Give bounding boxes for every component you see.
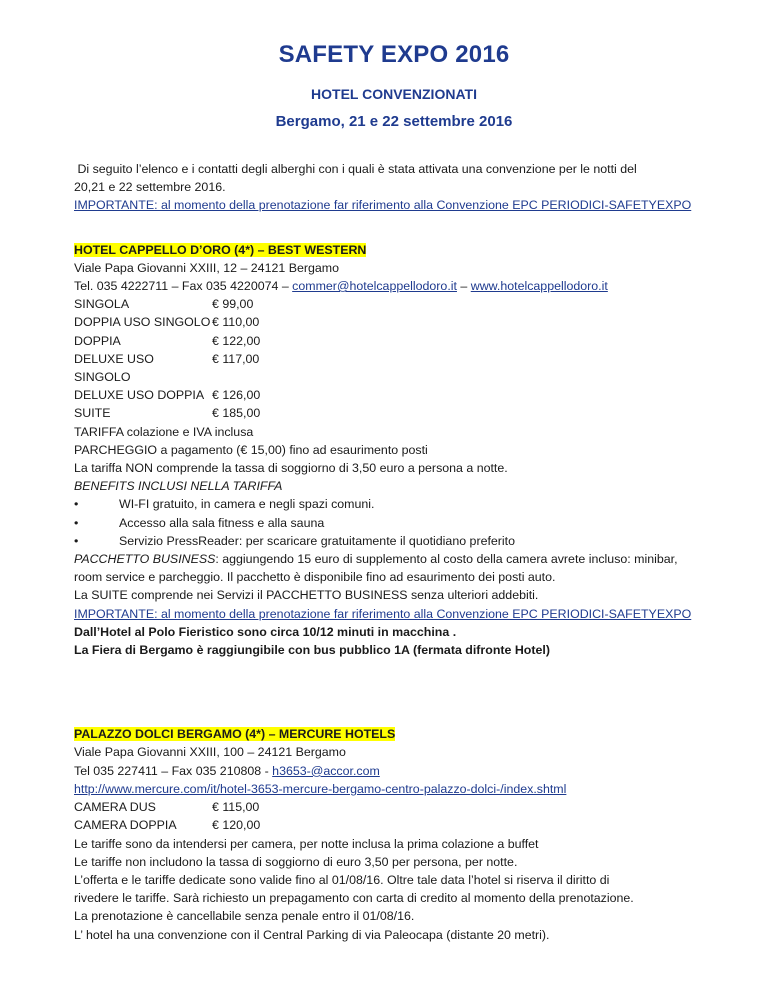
hotel2-note-5: L’ hotel ha una convenzione con il Central Parking di via Paleocapa (distante 20 metri). — [74, 927, 550, 942]
document-title: SAFETY EXPO 2016 — [278, 41, 510, 68]
intro-important-note: IMPORTANTE: al momento della prenotazione far riferimento alla Convenzione EPC PERIODICI-SAFETYEXPO — [74, 198, 692, 213]
hotel1-distance-note: Dall’Hotel al Polo Fieristico sono circa 10/12 minuti in macchina . — [74, 624, 457, 639]
intro-line-1: Di seguito l’elenco e i contatti degli alberghi con i quali è stata attivata una convenzione per le notti del — [77, 162, 637, 176]
price-row: DELUXE USO SINGOLO € 117,00 — [74, 351, 260, 385]
hotel1-parking-note: PARCHEGGIO a pagamento (€ 15,00) fino ad esaurimento posti — [74, 442, 428, 457]
hotel2-price-list — [74, 798, 714, 834]
hotel2-website — [74, 780, 714, 798]
hotel1-price-list — [74, 295, 714, 422]
price-row: SUITE € 185,00 — [74, 406, 261, 421]
hotel1-benefits-title: BENEFITS INCLUSI NELLA TARIFFA — [74, 479, 283, 494]
list-item: • Servizio PressReader: per scaricare gratuitamente il quotidiano preferito — [74, 532, 714, 550]
price-row: DOPPIA USO SINGOLO € 110,00 — [74, 315, 260, 330]
price-row: CAMERA DUS € 115,00 — [74, 800, 260, 815]
price-row: DOPPIA € 122,00 — [74, 333, 261, 348]
list-item: • Accesso alla sala fitness e alla sauna — [74, 514, 714, 532]
list-item: • WI-FI gratuito, in camera e negli spazi comuni. — [74, 495, 714, 513]
hotel2-contacts: Tel 035 227411 – Fax 035 210808 - h3653-@accor.com — [74, 763, 380, 778]
hotel1-contacts: Tel. 035 4222711 – Fax 035 4220074 – commer@hotelcappellodoro.it – www.hotelcappellodoro.it — [74, 279, 608, 294]
hotel1-email-link[interactable]: commer@hotelcappellodoro.it — [292, 279, 457, 294]
hotel1-tariff-note: TARIFFA colazione e IVA inclusa — [74, 424, 254, 439]
hotel2-note-2: Le tariffe non includono la tassa di soggiorno di euro 3,50 per persona, per notte. — [74, 854, 518, 869]
intro-line-2: 20,21 e 22 settembre 2016. — [74, 180, 226, 195]
price-row: DELUXE USO DOPPIA € 126,00 — [74, 388, 261, 403]
hotel1-name: HOTEL CAPPELLO D’ORO (4*) – BEST WESTERN — [74, 242, 367, 257]
hotel1-business-package: PACCHETTO BUSINESS: aggiungendo 15 euro di supplemento al costo della camera avrete incluso: minibar, — [74, 552, 678, 567]
hotel1-suite-note: La SUITE comprende nei Servizi il PACCHETTO BUSINESS senza ulteriori addebiti. — [74, 588, 539, 603]
hotel2-note-3-cont: rivedere le tariffe. Sarà richiesto un prepagamento con carta di credito al momento della prenotazione. — [74, 891, 634, 906]
document-page — [74, 40, 714, 944]
hotel1-bus-note: La Fiera di Bergamo è raggiungibile con bus pubblico 1A (fermata difronte Hotel) — [74, 643, 550, 658]
hotel1-business-package-cont: room service e parcheggio. Il pacchetto è disponibile fino ad esaurimento dei posti auto. — [74, 570, 556, 585]
hotel2-note-3: L’offerta e le tariffe dedicate sono valide fino al 01/08/16. Oltre tale data l’hotel si riserva il diritto di — [74, 872, 610, 887]
event-dates: Bergamo, 21 e 22 settembre 2016 — [275, 113, 513, 130]
price-row: CAMERA DOPPIA € 120,00 — [74, 818, 261, 833]
hotel2-note-4: La prenotazione è cancellabile senza penale entro il 01/08/16. — [74, 909, 415, 924]
hotel2-email-link[interactable]: h3653-@accor.com — [272, 763, 380, 778]
bullet-icon: • — [74, 515, 79, 530]
bullet-icon: • — [74, 497, 79, 512]
hotel2-note-1: Le tariffe sono da intendersi per camera, per notte inclusa la prima colazione a buffet — [74, 836, 539, 851]
hotel1-important-note: IMPORTANTE: al momento della prenotazione far riferimento alla Convenzione EPC PERIODICI-SAFETYEXPO — [74, 606, 692, 621]
hotel1-address: Viale Papa Giovanni XXIII, 12 – 24121 Bergamo — [74, 260, 339, 275]
hotel1-website-link[interactable]: www.hotelcappellodoro.it — [470, 279, 608, 294]
price-row: SINGOLA € 99,00 — [74, 297, 254, 312]
hotel2-website-link[interactable]: http://www.mercure.com/it/hotel-3653-mercure-bergamo-centro-palazzo-dolci-/index.shtml — [74, 781, 567, 796]
bullet-icon: • — [74, 533, 79, 548]
hotel2-address: Viale Papa Giovanni XXIII, 100 – 24121 Bergamo — [74, 745, 346, 760]
hotel2-name: PALAZZO DOLCI BERGAMO (4*) – MERCURE HOTELS — [74, 727, 396, 742]
document-subtitle: HOTEL CONVENZIONATI — [311, 86, 477, 102]
hotel1-tax-note: La tariffa NON comprende la tassa di soggiorno di 3,50 euro a persona a notte. — [74, 461, 508, 476]
